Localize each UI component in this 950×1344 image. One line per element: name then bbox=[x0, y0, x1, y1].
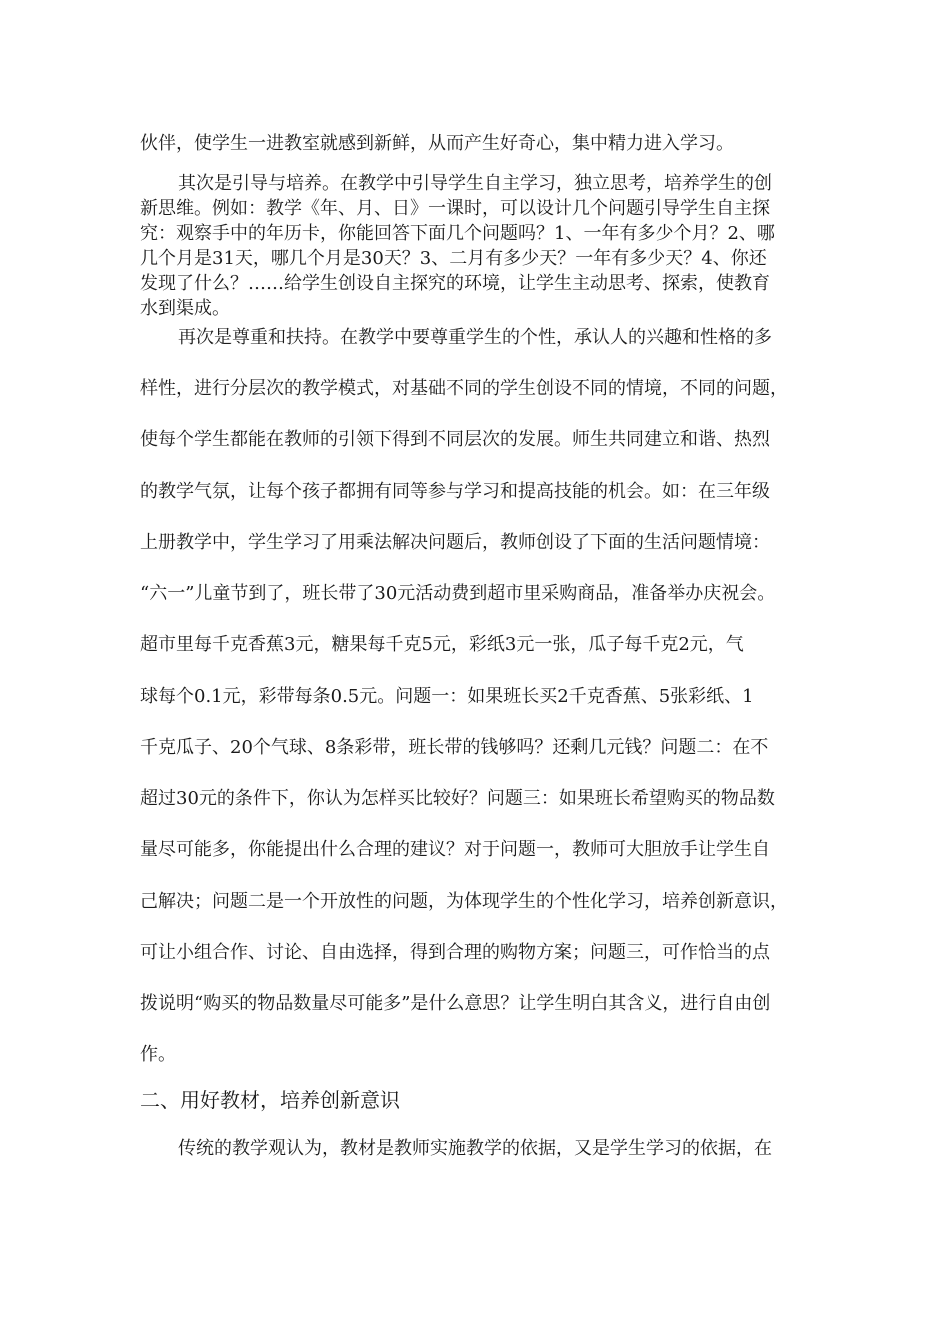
text-line: 其次是引导与培养。在教学中引导学生自主学习，独立思考，培养学生的创 bbox=[178, 173, 772, 194]
text-line: 样性，进行分层次的教学模式，对基础不同的学生创设不同的情境，不同的问题， bbox=[140, 378, 788, 399]
text-line: 可让小组合作、讨论、自由选择，得到合理的购物方案；问题三，可作恰当的点 bbox=[140, 942, 770, 963]
text-line: 究：观察手中的年历卡，你能回答下面几个问题吗？1、一年有多少个月？2、哪 bbox=[140, 223, 775, 244]
text-line: 水到渠成。 bbox=[140, 298, 230, 319]
text-line: 几个月是31天，哪几个月是30天？3、二月有多少天？一年有多少天？4、你还 bbox=[140, 248, 767, 269]
text-line: 传统的教学观认为，教材是教师实施教学的依据，又是学生学习的依据，在 bbox=[178, 1138, 772, 1159]
text-line: 球每个0.1元，彩带每条0.5元。问题一：如果班长买2千克香蕉、5张彩纸、1 bbox=[140, 686, 754, 707]
text-line: 发现了什么？……给学生创设自主探究的环境，让学生主动思考、探索，使教育 bbox=[140, 273, 770, 294]
text-line: 新思维。例如：教学《年、月、日》一课时，可以设计几个问题引导学生自主探 bbox=[140, 198, 770, 219]
text-line: 千克瓜子、20个气球、8条彩带，班长带的钱够吗？还剩几元钱？问题二：在不 bbox=[140, 737, 769, 758]
text-line: 再次是尊重和扶持。在教学中要尊重学生的个性，承认人的兴趣和性格的多 bbox=[178, 327, 772, 348]
section-heading: 二、用好教材，培养创新意识 bbox=[140, 1088, 400, 1112]
text-line: 超过30元的条件下，你认为怎样买比较好？问题三：如果班长希望购买的物品数 bbox=[140, 788, 775, 809]
text-line: 超市里每千克香蕉3元，糖果每千克5元，彩纸3元一张，瓜子每千克2元，气 bbox=[140, 634, 744, 655]
text-line: 作。 bbox=[140, 1044, 176, 1065]
text-line: 使每个学生都能在教师的引领下得到不同层次的发展。师生共同建立和谐、热烈 bbox=[140, 429, 770, 450]
text-line: “六一”儿童节到了，班长带了30元活动费到超市里采购商品，准备举办庆祝会。 bbox=[140, 583, 776, 604]
text-line: 量尽可能多，你能提出什么合理的建议？对于问题一，教师可大胆放手让学生自 bbox=[140, 839, 770, 860]
text-line: 己解决；问题二是一个开放性的问题，为体现学生的个性化学习，培养创新意识， bbox=[140, 891, 788, 912]
text-line: 拨说明“购买的物品数量尽可能多”是什么意思？让学生明白其含义，进行自由创 bbox=[140, 993, 771, 1014]
text-line: 伙伴，使学生一进教室就感到新鲜，从而产生好奇心，集中精力进入学习。 bbox=[140, 133, 734, 154]
text-line: 的教学气氛，让每个孩子都拥有同等参与学习和提高技能的机会。如：在三年级 bbox=[140, 481, 770, 502]
text-line: 上册教学中，学生学习了用乘法解决问题后，教师创设了下面的生活问题情境： bbox=[140, 532, 770, 553]
